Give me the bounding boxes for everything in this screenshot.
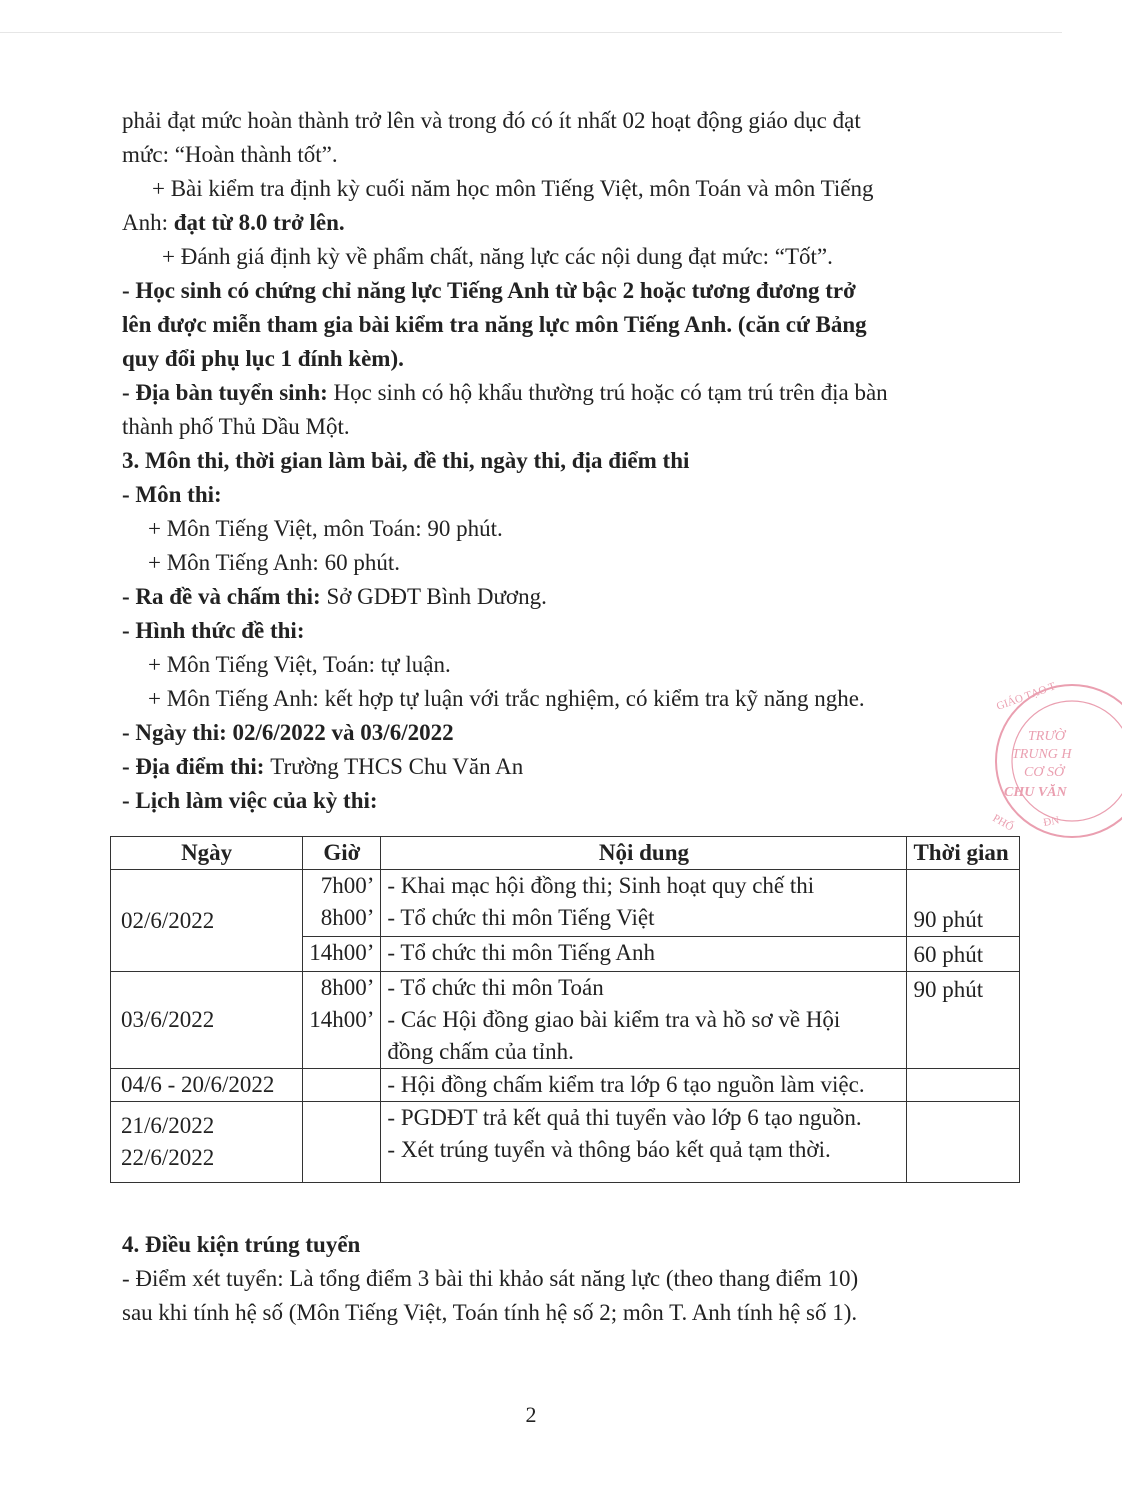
time-cell [303,1069,381,1102]
content-cell: - Tổ chức thi môn Toán - Các Hội đồng giao bài kiểm tra và hồ sơ về Hội đồng chấm của tỉnh. [381,972,907,1069]
section-4 [122,1228,962,1330]
table-header-row [111,837,1020,870]
stamp-text: PHỐ [990,812,1016,834]
school-stamp-icon [982,680,1122,836]
paragraph-line: phải đạt mức hoàn thành trở lên và trong đó có ít nhất 02 hoạt động giáo dục đạt [122,108,861,133]
score-threshold: đạt từ 8.0 trở lên. [173,210,345,235]
table-row [111,1102,1020,1183]
paragraph-line: mức: “Hoàn thành tốt”. [122,142,338,167]
table-row [111,972,1020,1069]
table-row [111,1069,1020,1102]
exam-requirement-item-cont: Anh: đạt từ 8.0 trở lên. [122,210,345,235]
time-cell: 8h00’ 14h00’ [303,972,381,1069]
duration-cell: 60 phút [907,937,1020,972]
header-duration: Thời gian [907,837,1020,870]
format-item: + Môn Tiếng Anh: kết hợp tự luận với trắc nghiệm, có kiểm tra kỹ năng nghe. [148,686,865,711]
section-4-heading: 4. Điều kiện trúng tuyển [122,1232,361,1257]
header-date: Ngày [111,837,303,870]
date-cell: 03/6/2022 [111,972,303,1069]
content-cell: - Khai mạc hội đồng thi; Sinh hoạt quy chế thi - Tổ chức thi môn Tiếng Việt [381,870,907,937]
duration-cell: 90 phút [907,972,1020,1069]
stamp-text: GIÁO TẠO T [994,680,1058,713]
subject-item: + Môn Tiếng Anh: 60 phút. [148,550,400,575]
format-label: - Hình thức đề thi: [122,618,305,643]
page-number: 2 [525,1402,537,1427]
scan-edge-line [0,32,1062,33]
content-cell: - PGDĐT trả kết quả thi tuyển vào lớp 6 tạo nguồn. - Xét trúng tuyển và thông báo kết quả tạm thời. [381,1102,907,1183]
content-cell: - Tổ chức thi môn Tiếng Anh [381,937,907,972]
document-body [122,104,962,818]
format-item: + Môn Tiếng Việt, Toán: tự luận. [148,652,451,677]
quality-requirement-item: + Đánh giá định kỳ về phẩm chất, năng lực các nội dung đạt mức: “Tốt”. [162,244,833,269]
exam-schedule-table [110,836,1020,1183]
exam-date: - Ngày thi: 02/6/2022 và 03/6/2022 [122,720,454,745]
exam-requirement-item: + Bài kiểm tra định kỳ cuối năm học môn Tiếng Việt, môn Toán và môn Tiếng [152,176,874,201]
enrollment-area: - Địa bàn tuyển sinh: Học sinh có hộ khẩu thường trú hoặc có tạm trú trên địa bàn [122,380,888,405]
subject-item: + Môn Tiếng Việt, môn Toán: 90 phút. [148,516,503,541]
duration-cell [907,1102,1020,1183]
schedule-label: - Lịch làm việc của kỳ thi: [122,788,378,813]
exam-setter: - Ra đề và chấm thi: Sở GDĐT Bình Dương. [122,584,547,609]
header-content: Nội dung [381,837,907,870]
header-time: Giờ [303,837,381,870]
exam-venue: - Địa điểm thi: Trường THCS Chu Văn An [122,754,524,779]
time-cell: 14h00’ [303,937,381,972]
stamp-text: TRUNG H [1012,747,1072,762]
duration-cell: 90 phút [907,870,1020,937]
english-cert-note: quy đổi phụ lục 1 đính kèm). [122,346,404,371]
section-4-text: - Điểm xét tuyển: Là tổng điểm 3 bài thi khảo sát năng lực (theo thang điểm 10) [122,1266,859,1291]
date-cell: 02/6/2022 [111,870,303,972]
date-cell: 21/6/2022 22/6/2022 [111,1102,303,1183]
subjects-label: - Môn thi: [122,482,222,507]
stamp-text: CHU VĂN [1004,785,1067,800]
table-row [111,870,1020,937]
stamp-text: ĐN [1042,814,1061,829]
time-cell: 7h00’ 8h00’ [303,870,381,937]
english-cert-note: - Học sinh có chứng chỉ năng lực Tiếng Anh từ bậc 2 hoặc tương đương trở [122,278,856,303]
time-cell [303,1102,381,1183]
section-3-heading: 3. Môn thi, thời gian làm bài, đề thi, ngày thi, địa điểm thi [122,448,690,473]
stamp-text: TRƯỜ [1028,729,1066,744]
stamp-text: CƠ SỞ [1024,765,1065,780]
content-cell: - Hội đồng chấm kiểm tra lớp 6 tạo nguồn làm việc. [381,1069,907,1102]
enrollment-area-cont: thành phố Thủ Dầu Một. [122,414,350,439]
duration-cell [907,1069,1020,1102]
date-cell: 04/6 - 20/6/2022 [111,1069,303,1102]
section-4-text: sau khi tính hệ số (Môn Tiếng Việt, Toán tính hệ số 2; môn T. Anh tính hệ số 1). [122,1300,858,1325]
english-cert-note: lên được miễn tham gia bài kiểm tra năng lực môn Tiếng Anh. (căn cứ Bảng [122,312,867,337]
